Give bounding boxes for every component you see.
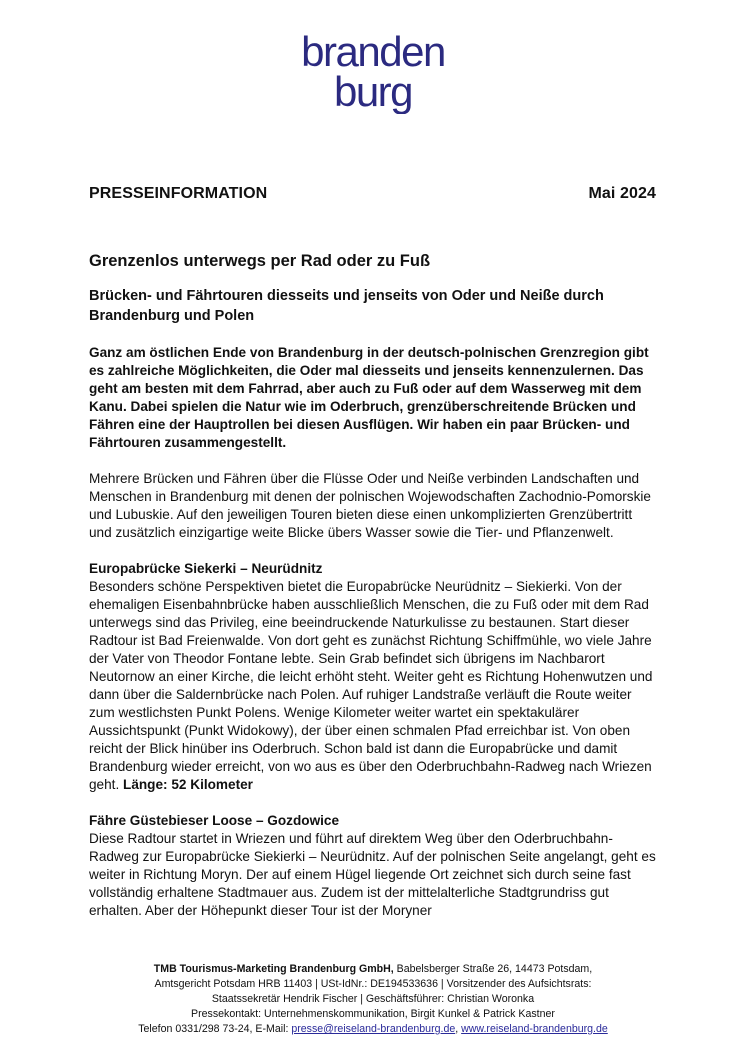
brandenburg-logo	[278, 28, 468, 114]
footer-imprint	[60, 962, 686, 1037]
section-title: Fähre Güstebieser Loose – Gozdowice	[89, 813, 340, 828]
section-body: Besonders schöne Perspektiven bietet die Europabrücke Neurüdnitz – Siekierki. Von der ehemaligen Eisenbahnbrücke haben ausschließlich Menschen, die zu Fuß oder mit dem Rad unterwegs sind das Privileg, eine beeindruckende Naturkulisse zu bestaunen. Start dieser Radtour ist Bad Freienwalde. Von dort geht es zunächst Richtung Schiffmühle, wo viele Jahre der Vater von Theodor Fontane lebte. Sein Grab befindet sich übrigens im Nachbarort Neutornow an einer Kirche, die leicht erhöht steht. Weiter geht es Richtung Hohenwutzen und dann über die Saldernbrücke nach Polen. Auf ruhiger Landstraße verläuft die Route weiter zum westlichsten Punkt Polens. Wenige Kilometer weiter wartet ein spektakulärer Aussichtspunkt (Punkt Widokowy), der über einen schmalen Pfad erreichbar ist. Von oben reicht der Blick hinüber ins Oderbruch. Schon bald ist dann die Europabrücke und damit Brandenburg wieder erreicht, von wo aus es über den Oderbruchbahn-Radweg nach Wriezen geht.	[89, 579, 653, 792]
section-text	[89, 578, 657, 794]
article-body	[89, 250, 657, 938]
footer-phone: Telefon 0331/298 73-24, E-Mail:	[138, 1023, 292, 1035]
footer-company: TMB Tourismus-Marketing Brandenburg GmbH,	[153, 963, 394, 975]
logo-line-1: branden	[301, 28, 445, 75]
footer-line-3: Staatssekretär Hendrik Fischer | Geschäftsführer: Christian Woronka	[211, 993, 535, 1005]
section-faehre	[89, 812, 657, 920]
logo-line-2: burg	[333, 68, 413, 114]
section-europabruecke	[89, 560, 657, 794]
article-title: Grenzenlos unterwegs per Rad oder zu Fuß	[89, 252, 431, 270]
tour-length: Länge: 52 Kilometer	[123, 777, 253, 792]
lead-paragraph: Ganz am östlichen Ende von Brandenburg in der deutsch-polnischen Grenzregion gibt es zahlreiche Möglichkeiten, die Oder mal diesseits und jenseits kennenzulernen. Das geht am besten mit dem Fahrrad, aber auch zu Fuß oder auf dem Wasserweg mit dem Kanu. Dabei spielen die Natur wie im Oderbruch, grenzüberschreitende Brücken und Fähren eine der Hauptrollen bei diesen Ausflügen. Wir haben ein paar Brücken- und Fährtouren zusammengestellt.	[89, 345, 649, 450]
press-email-link[interactable]: presse@reiseland-brandenburg.de	[291, 1023, 456, 1035]
footer-line-1	[60, 962, 686, 977]
intro-paragraph: Mehrere Brücken und Fähren über die Flüsse Oder und Neiße verbinden Landschaften und Menschen in Brandenburg mit denen der polnischen Wojewodschaften Zachodnio-Pomorskie und Lubuskie. Auf den jeweiligen Touren bieten diese einen unkomplizierten Grenzübertritt und zusätzlich einzigartige weite Blicke übers Wasser sowie die Tier- und Pflanzenwelt.	[89, 471, 651, 540]
website-link[interactable]: www.reiseland-brandenburg.de	[461, 1023, 608, 1035]
section-body: Diese Radtour startet in Wriezen und führt auf direktem Weg über den Oderbruchbahn-Radweg zur Europabrücke Siekierki – Neurüdnitz. Auf der polnischen Seite angelangt, geht es weiter in Richtung Moryn. Der auf einem Hügel liegende Ort zeichnet sich durch seine fast vollständig erhaltene Stadtmauer aus. Zudem ist der mittelalterliche Stadtgrundriss gut erhalten. Aber der Höhepunkt dieser Tour ist der Moryner	[89, 831, 656, 918]
document-date: Mai 2024	[588, 185, 656, 202]
section-title: Europabrücke Siekerki – Neurüdnitz	[89, 561, 323, 576]
document-type-label: PRESSEINFORMATION	[89, 185, 268, 202]
footer-line-4: Pressekontakt: Unternehmenskommunikation, Birgit Kunkel & Patrick Kastner	[191, 1008, 555, 1020]
footer-separator: ,	[455, 1023, 462, 1035]
article-subtitle: Brücken- und Fährtouren diesseits und jenseits von Oder und Neiße durch Brandenburg und Polen	[89, 288, 604, 324]
footer-line-5	[60, 1022, 686, 1037]
footer-address: Babelsberger Straße 26, 14473 Potsdam,	[393, 963, 593, 975]
footer-line-2: Amtsgericht Potsdam HRB 11403 | USt-IdNr.: DE194533636 | Vorsitzender des Aufsichtsrats:	[154, 978, 592, 990]
